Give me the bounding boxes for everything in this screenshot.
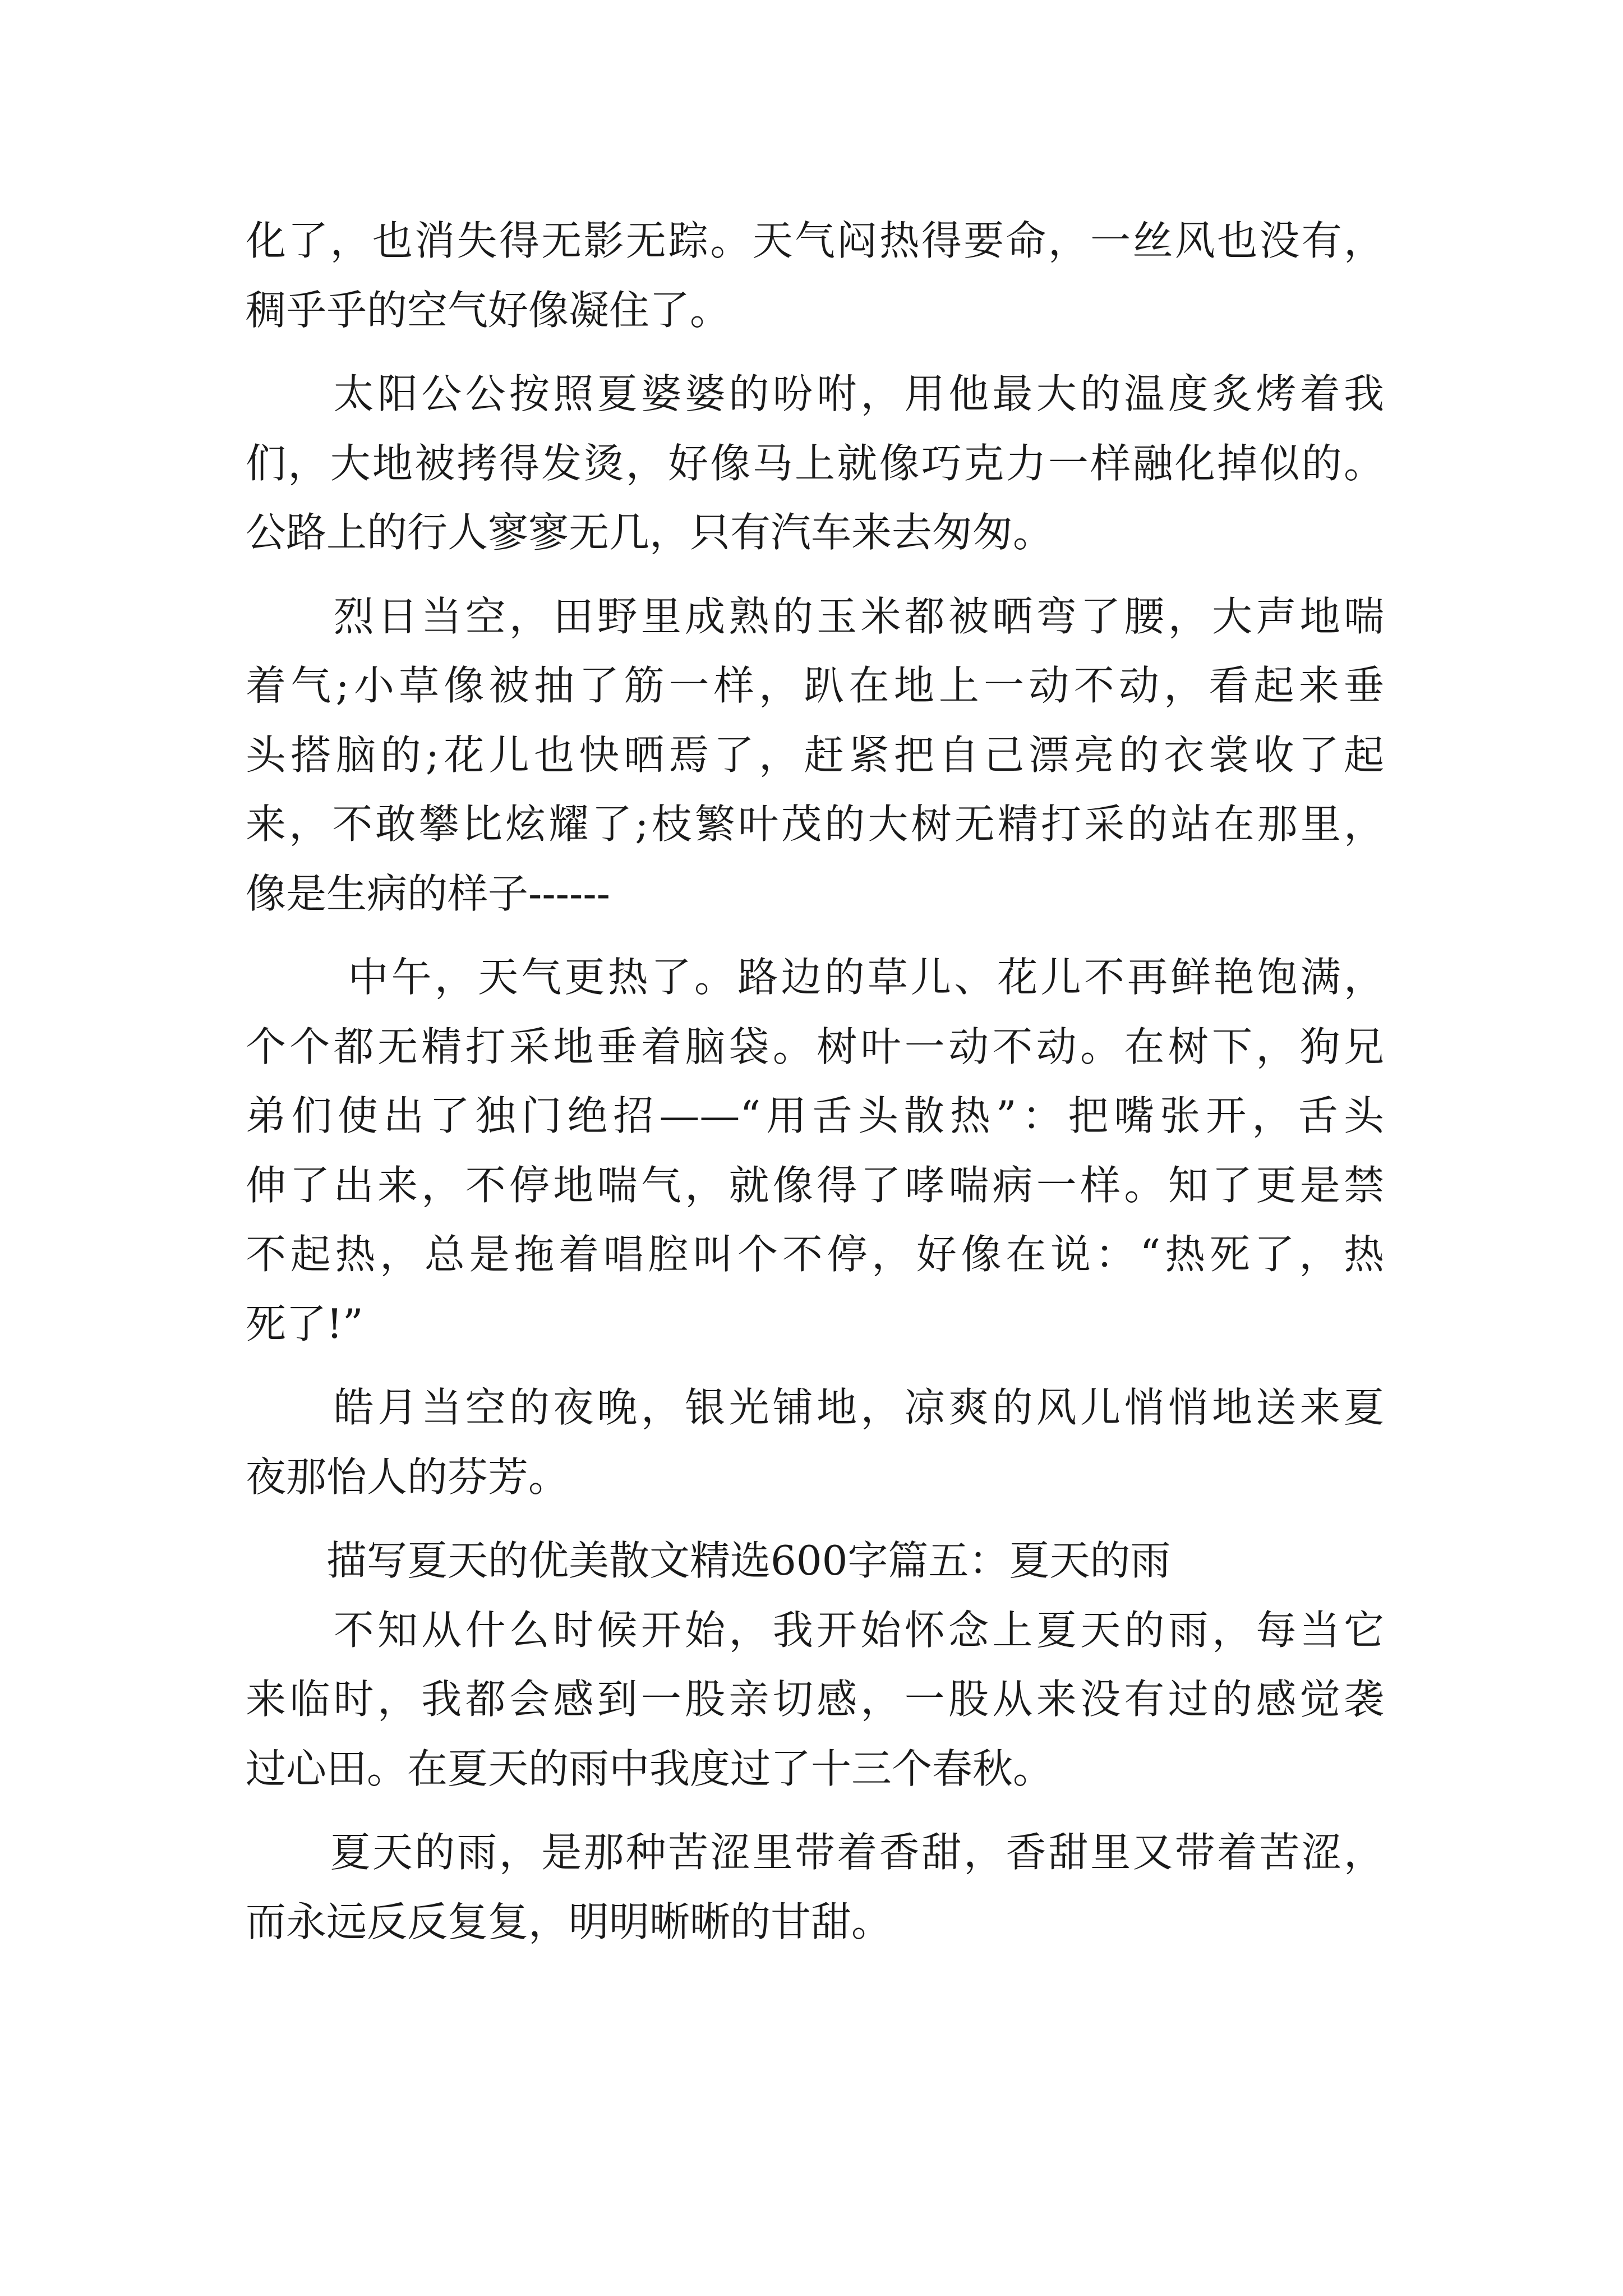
text-line: 来，不敢攀比炫耀了;枝繁叶茂的大树无精打采的站在那里， [246, 800, 1384, 848]
text-line: 皓月当空的夜晚，银光铺地，凉爽的风儿悄悄地送来夏 [246, 1384, 1384, 1431]
text-line: 过心田。在夏天的雨中我度过了十三个春秋。 [246, 1745, 1054, 1792]
text-line: 夜那怡人的芬芳。 [246, 1453, 569, 1501]
text-line: 头搭脑的;花儿也快晒焉了，赶紧把自己漂亮的衣裳收了起 [246, 731, 1384, 779]
text-line: 像是生病的样子------ [246, 869, 610, 917]
text-line: 而永远反反复复，明明晰晰的甘甜。 [246, 1898, 892, 1945]
text-line: 弟们使出了独门绝招——“用舌头散热”：把嘴张开，舌头 [246, 1092, 1384, 1139]
text-line: 不知从什么时候开始，我开始怀念上夏天的雨，每当它 [246, 1606, 1384, 1654]
text-line: 伸了出来，不停地喘气，就像得了哮喘病一样。知了更是禁 [246, 1161, 1384, 1209]
text-line: 夏天的雨，是那种苦涩里带着香甜，香甜里又带着苦涩， [246, 1829, 1384, 1876]
text-line: 死了!” [246, 1300, 363, 1347]
text-line: 着气;小草像被抽了筋一样，趴在地上一动不动，看起来垂 [246, 662, 1384, 709]
section-heading: 描写夏天的优美散文精选600字篇五：夏天的雨 [246, 1537, 1171, 1584]
text-line: 个个都无精打采地垂着脑袋。树叶一动不动。在树下，狗兄 [246, 1023, 1384, 1070]
text-line: 化了，也消失得无影无踪。天气闷热得要命，一丝风也没有， [246, 217, 1384, 264]
text-line: 公路上的行人寥寥无几，只有汽车来去匆匆。 [246, 509, 1054, 556]
text-line: 烈日当空，田野里成熟的玉米都被晒弯了腰，大声地喘 [246, 592, 1384, 640]
text-line: 稠乎乎的空气好像凝住了。 [246, 286, 731, 334]
body-text [246, 206, 1384, 1957]
text-line: 来临时，我都会感到一股亲切感，一股从来没有过的感觉袭 [246, 1676, 1384, 1723]
text-line: 中午，天气更热了。路边的草儿、花儿不再鲜艳饱满， [246, 954, 1384, 1001]
text-line: 太阳公公按照夏婆婆的吩咐，用他最大的温度炙烤着我 [246, 370, 1384, 417]
text-line: 们，大地被拷得发烫，好像马上就像巧克力一样融化掉似的。 [246, 439, 1384, 487]
text-line: 不起热，总是拖着唱腔叫个不停，好像在说：“热死了，热 [246, 1231, 1384, 1278]
